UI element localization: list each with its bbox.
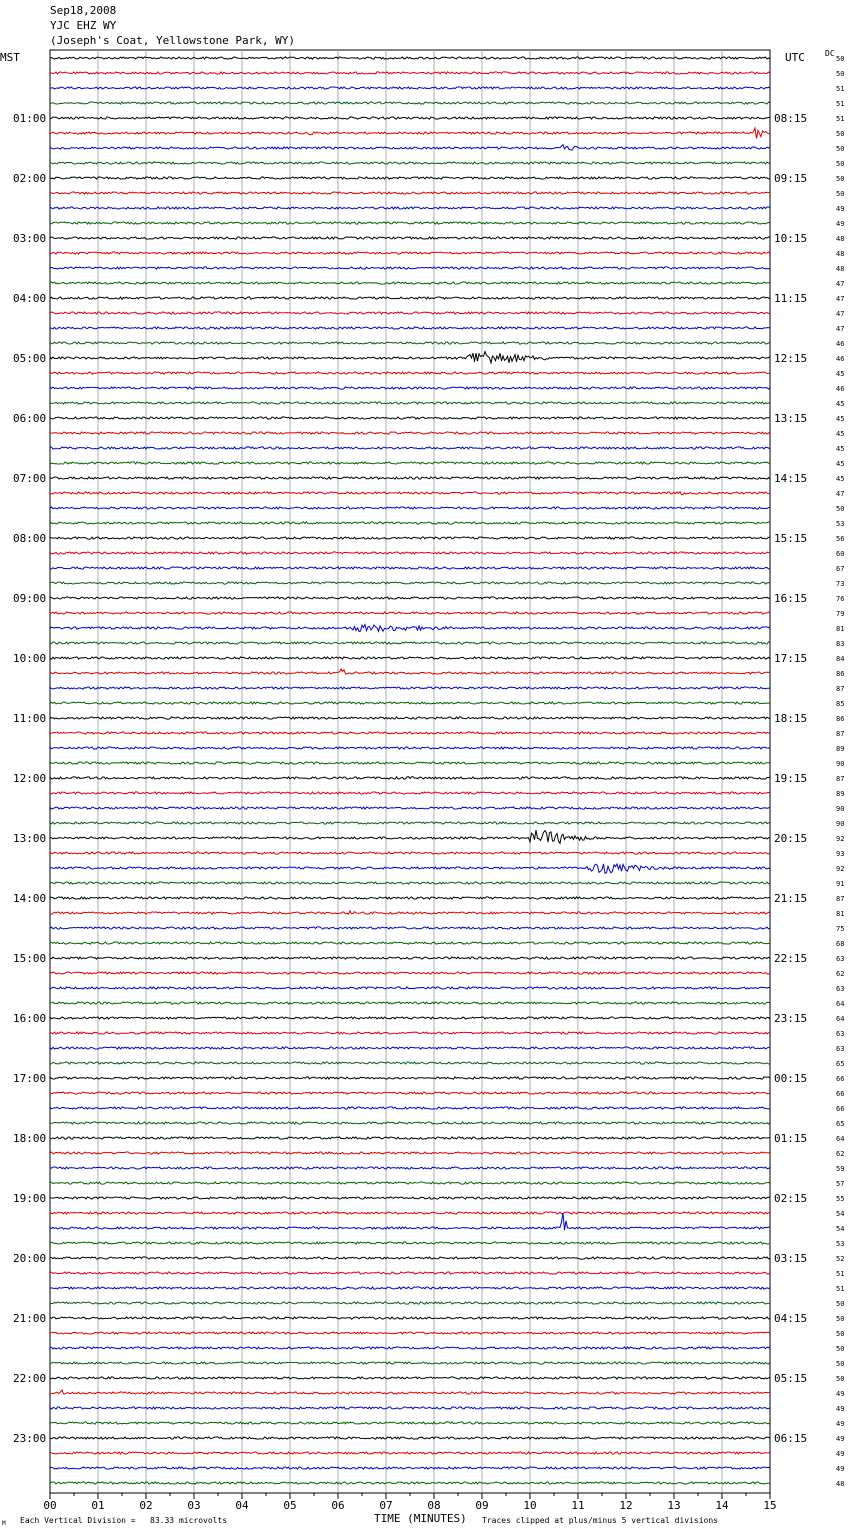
dc-offset-value: 63 xyxy=(836,1030,845,1038)
dc-offset-value: 57 xyxy=(836,1180,845,1188)
dc-offset-value: 50 xyxy=(836,1300,845,1308)
trace-line xyxy=(50,522,770,524)
trace-line xyxy=(50,102,770,104)
dc-offset-value: 93 xyxy=(836,850,845,858)
left-hour-label: 07:00 xyxy=(13,472,47,485)
trace-line xyxy=(50,312,770,314)
dc-offset-value: 45 xyxy=(836,445,845,453)
x-axis-title: TIME (MINUTES) xyxy=(374,1512,467,1525)
left-hour-label: 06:00 xyxy=(13,412,47,425)
right-hour-label: 01:15 xyxy=(774,1132,808,1145)
trace-line xyxy=(50,462,770,464)
x-tick-label: 14 xyxy=(715,1499,729,1512)
dc-offset-value: 51 xyxy=(836,115,845,123)
dc-offset-value: 50 xyxy=(836,1360,845,1368)
trace-line xyxy=(50,57,770,59)
dc-offset-value: 45 xyxy=(836,415,845,423)
x-tick-label: 02 xyxy=(139,1499,153,1512)
trace-line xyxy=(50,792,770,794)
trace-line xyxy=(50,972,770,974)
dc-offset-value: 64 xyxy=(836,1015,845,1023)
x-tick-label: 13 xyxy=(667,1499,681,1512)
dc-offset-value: 45 xyxy=(836,460,845,468)
dc-offset-value: 89 xyxy=(836,745,845,753)
trace-line xyxy=(50,669,770,674)
trace-line xyxy=(50,1107,770,1109)
dc-offset-value: 87 xyxy=(836,775,845,783)
trace-line xyxy=(50,145,770,151)
trace-line xyxy=(50,882,770,884)
dc-offset-value: 49 xyxy=(836,1390,845,1398)
trace-line xyxy=(50,1017,770,1019)
dc-offset-value: 47 xyxy=(836,490,845,498)
trace-line xyxy=(50,87,770,89)
trace-line xyxy=(50,642,770,644)
right-hour-label: 18:15 xyxy=(774,712,808,725)
date-label: Sep18,2008 xyxy=(50,4,117,17)
dc-offset-value: 53 xyxy=(836,1240,845,1248)
right-hour-label: 23:15 xyxy=(774,1012,808,1025)
left-hour-label: 23:00 xyxy=(13,1432,47,1445)
dc-offset-value: 45 xyxy=(836,475,845,483)
trace-line xyxy=(50,612,770,614)
trace-line xyxy=(50,1213,770,1230)
trace-line xyxy=(50,1452,770,1454)
dc-offset-value: 63 xyxy=(836,955,845,963)
right-hour-label: 21:15 xyxy=(774,892,808,905)
dc-offset-value: 90 xyxy=(836,820,845,828)
dc-offset-value: 48 xyxy=(836,1480,845,1488)
dc-offset-value: 50 xyxy=(836,70,845,78)
x-tick-label: 05 xyxy=(283,1499,297,1512)
x-tick-label: 00 xyxy=(43,1499,57,1512)
dc-offset-value: 52 xyxy=(836,1255,845,1263)
clip-note: Traces clipped at plus/minus 5 vertical divisions xyxy=(482,1516,719,1525)
dc-offset-value: 75 xyxy=(836,925,845,933)
trace-line xyxy=(50,1167,770,1169)
dc-offset-value: 66 xyxy=(836,1105,845,1113)
trace-line xyxy=(50,327,770,329)
trace-line xyxy=(50,1347,770,1349)
dc-offset-value: 92 xyxy=(836,865,845,873)
dc-offset-value: 47 xyxy=(836,325,845,333)
x-tick-label: 06 xyxy=(331,1499,345,1512)
dc-offset-value: 64 xyxy=(836,1000,845,1008)
right-hour-label: 22:15 xyxy=(774,952,808,965)
trace-line xyxy=(50,1092,770,1094)
dc-offset-value: 86 xyxy=(836,715,845,723)
dc-offset-value: 47 xyxy=(836,295,845,303)
dc-offset-value: 50 xyxy=(836,1375,845,1383)
trace-line xyxy=(50,687,770,689)
trace-line xyxy=(50,852,770,854)
trace-line xyxy=(50,897,770,899)
trace-line xyxy=(50,207,770,209)
dc-offset-value: 50 xyxy=(836,1330,845,1338)
trace-line xyxy=(50,597,770,599)
trace-line xyxy=(50,625,770,632)
right-hour-label: 04:15 xyxy=(774,1312,808,1325)
right-hour-label: 06:15 xyxy=(774,1432,808,1445)
trace-line xyxy=(50,1077,770,1079)
trace-line xyxy=(50,1407,770,1409)
dc-offset-value: 84 xyxy=(836,655,845,663)
trace-line xyxy=(50,192,770,194)
trace-line xyxy=(50,762,770,764)
right-hour-label: 20:15 xyxy=(774,832,808,845)
trace-line xyxy=(50,957,770,959)
x-tick-label: 11 xyxy=(571,1499,585,1512)
dc-offset-value: 65 xyxy=(836,1120,845,1128)
dc-offset-value: 56 xyxy=(836,535,845,543)
trace-line xyxy=(50,1302,770,1304)
dc-offset-value: 66 xyxy=(836,1090,845,1098)
trace-line xyxy=(50,222,770,224)
left-hour-label: 10:00 xyxy=(13,652,47,665)
left-hour-label: 11:00 xyxy=(13,712,47,725)
trace-line xyxy=(50,1047,770,1049)
dc-offset-value: 49 xyxy=(836,220,845,228)
dc-offset-value: 81 xyxy=(836,910,845,918)
right-hour-label: 09:15 xyxy=(774,172,808,185)
trace-line xyxy=(50,1422,770,1424)
left-hour-label: 01:00 xyxy=(13,112,47,125)
dc-offset-value: 62 xyxy=(836,970,845,978)
trace-line xyxy=(50,864,770,873)
dc-offset-value: 50 xyxy=(836,160,845,168)
right-hour-label: 05:15 xyxy=(774,1372,808,1385)
dc-offset-value: 49 xyxy=(836,1450,845,1458)
scale-note: Each Vertical Division = 83.33 microvolts xyxy=(20,1516,228,1525)
trace-line xyxy=(50,1062,770,1064)
trace-line xyxy=(50,1377,770,1379)
trace-line xyxy=(50,987,770,989)
trace-line xyxy=(50,1390,770,1394)
dc-offset-value: 87 xyxy=(836,685,845,693)
dc-offset-value: 49 xyxy=(836,205,845,213)
left-hour-label: 03:00 xyxy=(13,232,47,245)
dc-offset-value: 50 xyxy=(836,505,845,513)
trace-line xyxy=(50,1362,770,1364)
right-hour-label: 17:15 xyxy=(774,652,808,665)
trace-line xyxy=(50,117,770,119)
left-hour-label: 21:00 xyxy=(13,1312,47,1325)
left-hour-label: 04:00 xyxy=(13,292,47,305)
trace-line xyxy=(50,128,770,139)
trace-line xyxy=(50,911,770,914)
dc-offset-value: 49 xyxy=(836,1405,845,1413)
dc-offset-value: 54 xyxy=(836,1210,845,1218)
trace-line xyxy=(50,732,770,734)
dc-offset-value: 50 xyxy=(836,130,845,138)
left-hour-label: 20:00 xyxy=(13,1252,47,1265)
dc-offset-value: 67 xyxy=(836,565,845,573)
trace-line xyxy=(50,1437,770,1439)
trace-line xyxy=(50,927,770,929)
trace-line xyxy=(50,717,770,719)
trace-line xyxy=(50,822,770,824)
dc-offset-value: 76 xyxy=(836,595,845,603)
trace-line xyxy=(50,657,770,659)
trace-line xyxy=(50,162,770,164)
dc-offset-value: 50 xyxy=(836,55,845,63)
trace-line xyxy=(50,297,770,300)
trace-line xyxy=(50,447,770,449)
left-hour-label: 17:00 xyxy=(13,1072,47,1085)
trace-line xyxy=(50,352,770,363)
trace-line xyxy=(50,1332,770,1334)
x-tick-label: 10 xyxy=(523,1499,537,1512)
trace-line xyxy=(50,807,770,809)
trace-line xyxy=(50,942,770,944)
dc-offset-value: 85 xyxy=(836,700,845,708)
corner-mark: M xyxy=(2,1520,6,1527)
trace-line xyxy=(50,702,770,704)
trace-line xyxy=(50,402,770,404)
left-hour-label: 16:00 xyxy=(13,1012,47,1025)
trace-line xyxy=(50,282,770,284)
dc-offset-value: 49 xyxy=(836,1435,845,1443)
dc-offset-header: DC xyxy=(825,49,835,58)
dc-offset-value: 63 xyxy=(836,985,845,993)
dc-offset-value: 62 xyxy=(836,1150,845,1158)
trace-line xyxy=(50,1152,770,1154)
trace-line xyxy=(50,507,770,509)
dc-offset-value: 50 xyxy=(836,145,845,153)
trace-line xyxy=(50,1182,770,1184)
trace-line xyxy=(50,252,770,254)
right-hour-label: 14:15 xyxy=(774,472,808,485)
trace-line xyxy=(50,567,770,569)
right-hour-label: 12:15 xyxy=(774,352,808,365)
dc-offset-value: 81 xyxy=(836,625,845,633)
trace-line xyxy=(50,1257,770,1259)
x-tick-label: 08 xyxy=(427,1499,441,1512)
x-tick-label: 12 xyxy=(619,1499,633,1512)
trace-line xyxy=(50,387,770,389)
dc-offset-value: 50 xyxy=(836,175,845,183)
trace-line xyxy=(50,1287,770,1289)
x-tick-label: 07 xyxy=(379,1499,393,1512)
dc-offset-value: 48 xyxy=(836,235,845,243)
dc-offset-value: 92 xyxy=(836,835,845,843)
right-hour-label: 03:15 xyxy=(774,1252,808,1265)
x-tick-label: 04 xyxy=(235,1499,249,1512)
right-hour-label: 08:15 xyxy=(774,112,808,125)
left-hour-label: 12:00 xyxy=(13,772,47,785)
dc-offset-value: 65 xyxy=(836,1060,845,1068)
x-tick-label: 03 xyxy=(187,1499,201,1512)
trace-line xyxy=(50,1137,770,1139)
dc-offset-value: 46 xyxy=(836,340,845,348)
dc-offset-value: 45 xyxy=(836,430,845,438)
trace-line xyxy=(50,1197,770,1199)
trace-line xyxy=(50,552,770,554)
dc-offset-value: 54 xyxy=(836,1225,845,1233)
dc-offset-value: 91 xyxy=(836,880,845,888)
trace-line xyxy=(50,830,770,843)
dc-offset-value: 51 xyxy=(836,1285,845,1293)
dc-offset-value: 89 xyxy=(836,790,845,798)
dc-offset-value: 50 xyxy=(836,190,845,198)
trace-line xyxy=(50,342,770,344)
trace-line xyxy=(50,582,770,584)
trace-line xyxy=(50,747,770,749)
dc-offset-value: 73 xyxy=(836,580,845,588)
left-timezone-label: MST xyxy=(0,51,20,64)
dc-offset-value: 47 xyxy=(836,310,845,318)
x-tick-label: 15 xyxy=(763,1499,777,1512)
trace-line xyxy=(50,777,770,780)
dc-offset-value: 60 xyxy=(836,550,845,558)
dc-offset-value: 50 xyxy=(836,1315,845,1323)
location-label: (Joseph's Coat, Yellowstone Park, WY) xyxy=(50,34,296,47)
dc-offset-value: 55 xyxy=(836,1195,845,1203)
right-hour-label: 13:15 xyxy=(774,412,808,425)
trace-line xyxy=(50,1002,770,1004)
trace-line xyxy=(50,237,770,239)
x-tick-label: 09 xyxy=(475,1499,489,1512)
dc-offset-value: 50 xyxy=(836,1345,845,1353)
dc-offset-value: 59 xyxy=(836,1165,845,1173)
dc-offset-value: 83 xyxy=(836,640,845,648)
trace-line xyxy=(50,477,770,479)
left-hour-label: 14:00 xyxy=(13,892,47,905)
right-timezone-label: UTC xyxy=(785,51,805,64)
trace-line xyxy=(50,537,770,539)
right-hour-label: 16:15 xyxy=(774,592,808,605)
dc-offset-value: 46 xyxy=(836,385,845,393)
left-hour-label: 08:00 xyxy=(13,532,47,545)
dc-offset-value: 51 xyxy=(836,1270,845,1278)
trace-line xyxy=(50,1467,770,1469)
dc-offset-value: 46 xyxy=(836,355,845,363)
trace-line xyxy=(50,492,770,495)
right-hour-label: 11:15 xyxy=(774,292,808,305)
left-hour-label: 05:00 xyxy=(13,352,47,365)
trace-line xyxy=(50,372,770,374)
dc-offset-value: 48 xyxy=(836,250,845,258)
dc-offset-value: 48 xyxy=(836,265,845,273)
trace-line xyxy=(50,417,770,419)
x-tick-label: 01 xyxy=(91,1499,105,1512)
dc-offset-value: 45 xyxy=(836,370,845,378)
station-label: YJC EHZ WY xyxy=(50,19,117,32)
left-hour-label: 13:00 xyxy=(13,832,47,845)
left-hour-label: 02:00 xyxy=(13,172,47,185)
right-hour-label: 15:15 xyxy=(774,532,808,545)
right-hour-label: 19:15 xyxy=(774,772,808,785)
dc-offset-value: 90 xyxy=(836,760,845,768)
dc-offset-value: 47 xyxy=(836,280,845,288)
dc-offset-value: 90 xyxy=(836,805,845,813)
trace-line xyxy=(50,1317,770,1319)
dc-offset-value: 68 xyxy=(836,940,845,948)
dc-offset-value: 63 xyxy=(836,1045,845,1053)
dc-offset-value: 51 xyxy=(836,100,845,108)
trace-line xyxy=(50,1242,770,1244)
trace-line xyxy=(50,432,770,434)
dc-offset-value: 49 xyxy=(836,1465,845,1473)
trace-line xyxy=(50,1212,770,1214)
trace-line xyxy=(50,1482,770,1484)
dc-offset-value: 64 xyxy=(836,1135,845,1143)
trace-line xyxy=(50,267,770,269)
dc-offset-value: 86 xyxy=(836,670,845,678)
dc-offset-value: 79 xyxy=(836,610,845,618)
dc-offset-value: 87 xyxy=(836,730,845,738)
left-hour-label: 22:00 xyxy=(13,1372,47,1385)
trace-line xyxy=(50,1272,770,1274)
trace-line xyxy=(50,72,770,74)
trace-line xyxy=(50,1032,770,1034)
left-hour-label: 18:00 xyxy=(13,1132,47,1145)
right-hour-label: 02:15 xyxy=(774,1192,808,1205)
trace-line xyxy=(50,177,770,179)
right-hour-label: 00:15 xyxy=(774,1072,808,1085)
dc-offset-value: 45 xyxy=(836,400,845,408)
left-hour-label: 09:00 xyxy=(13,592,47,605)
dc-offset-value: 66 xyxy=(836,1075,845,1083)
left-hour-label: 19:00 xyxy=(13,1192,47,1205)
right-hour-label: 10:15 xyxy=(774,232,808,245)
dc-offset-value: 53 xyxy=(836,520,845,528)
dc-offset-value: 87 xyxy=(836,895,845,903)
dc-offset-value: 51 xyxy=(836,85,845,93)
trace-line xyxy=(50,1122,770,1124)
dc-offset-value: 49 xyxy=(836,1420,845,1428)
left-hour-label: 15:00 xyxy=(13,952,47,965)
